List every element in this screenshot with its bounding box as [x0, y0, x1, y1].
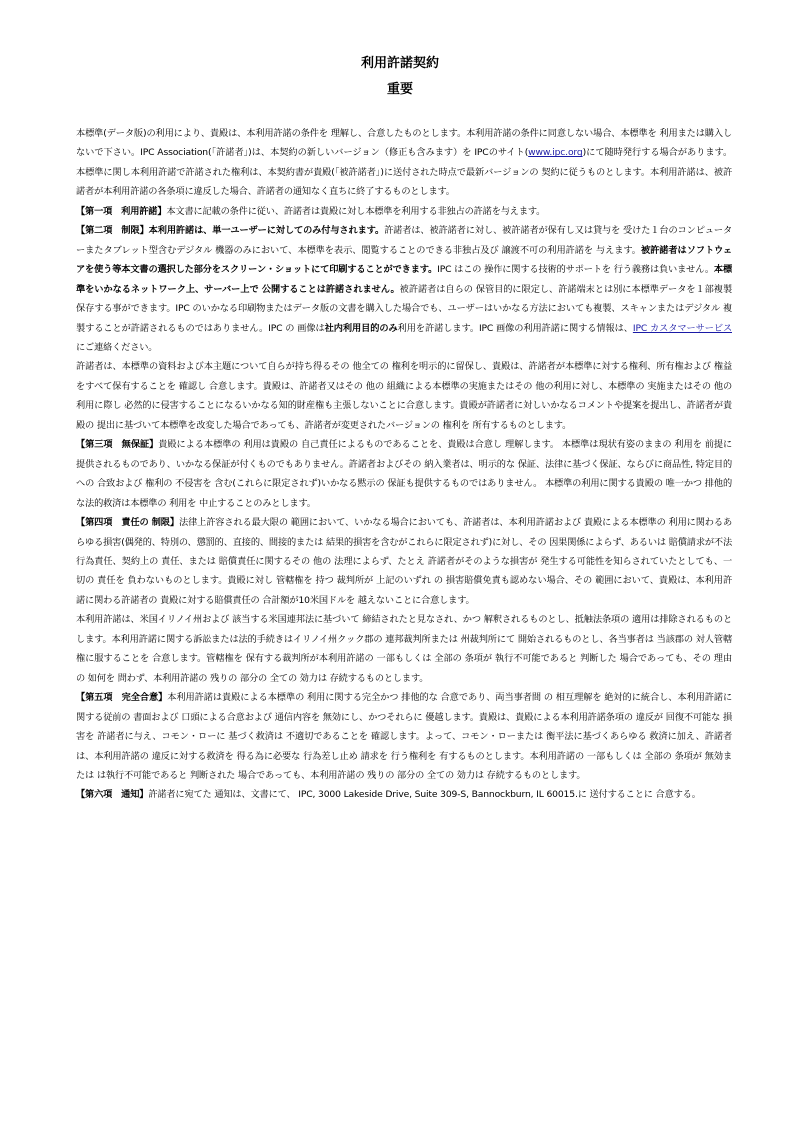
article-2-bold-1: 本利用許諾は、単一ユーザーに対してのみ付与されます。 — [148, 225, 385, 237]
article-6-heading: 【第六項 通知】 — [76, 789, 149, 801]
article-4-heading: 【第四項 責任の 制限】 — [76, 517, 179, 529]
intro-paragraph — [76, 124, 732, 202]
article-2-text-2: IPC はこの 操作に関する技術的サポートを 行う義務は負いません。 — [437, 264, 714, 276]
article-4-paragraph — [76, 513, 732, 610]
document-body — [76, 124, 732, 805]
article-4-text: 法律上許容される最大限の 範囲において、いかなる場合においても、許諾者は、本利用許諾および 貴殿による本標準の 利用に関わるあらゆる損害(偶発的、特別の、懲罰的、直接的、間接的または 結果的損害を含むがこれらに限定されず)に対し、その 因果関係によらず、あるいは 賠償請求が不法行為責任、契約上の 責任、または 賠償責任に関するその 他の 法理によらず、たとえ 許諾者がそのような損害が 発生する可能性を知らされていたとしても、一切の 責任を 負わないものとします。貴殿に対し 管轄権を 持つ 裁判所が 上記のいずれ の 損害賠償免責も認めない場合、その 範囲において、貴殿は、本利用許諾に関わる許諾者の 貴殿に対する賠償責任の 合計額が10米国ドルを 越えないことに合意します。 — [76, 517, 733, 606]
article-3-paragraph — [76, 435, 732, 513]
article-6-text: 許諾者に宛てた 通知は、文書にて、 IPC, 3000 Lakeside Drive, Suite 309-S, Bannockburn, IL 60015.に 送付することに 合意する。 — [148, 789, 701, 801]
article-2-bold-4: 社内利用目的のみ — [324, 322, 398, 334]
ipc-site-link[interactable]: www.ipc.org — [528, 147, 583, 159]
article-1-text: 本文書に記載の条件に従い、許諾者は貴殿に対し本標準を利用する非独占の許諾を与えます。 — [166, 205, 546, 217]
article-2-text-3: 被許諾者は自らの 保管目的に限定し、許諾端末とは別に本標準データを１部複製保存する事ができます。IPC のいかなる印刷物またはデータ版の文書を購入した場合でも、ユーザーはいかなる方法においても複製、スキャンまたはデジタル 複製することが許諾されるものではありません。IPC の 画像は — [76, 283, 733, 334]
article-5-heading: 【第五項 完全合意】 — [76, 692, 168, 704]
article-3-heading: 【第三項 無保証】 — [76, 439, 159, 451]
article-2-bold-3: 本標準をいかなるネットワーク上、サーバー上で 公開することは許諾されません。 — [76, 264, 733, 295]
rights-paragraph: 許諾者は、本標準の資料および本主題について自らが持ち得るその 他全ての 権利を明示的に留保し、貴殿は、許諾者が本標準に対する権利、所有権および 権益をすべて保有することを 確認し 合意します。貴殿は、許諾者又はその 他の 組織による本標準の実施またはその 他の利用に対し、本標準の 実施またはその 他の 利用に際し 必然的に侵害することになるいかなる知的財産権も主張しないことに合意します。貴殿が許諾者に対しいかなるコメントや提案を提出し、許諾者が貴殿の 提出に基づいて本標準を改変した場合であっても、許諾者が変更されたバージョンの 権利を 所有するものとします。 — [76, 361, 732, 431]
ipc-customer-service-link[interactable]: IPC カスタマーサービス — [632, 322, 732, 334]
intro-text-b: )にて随時発行する場合があります。本標準に関し本利用許諾で許諾された権利は、本契約書が貴殿(「被許諾者」)に送付された時点で最新バージョンの 契約に従うものとします。本利用許諾は、被許諾者が本利用許諾の各条項に違反した場合、許諾者の通知なく直ちに終了するものとします。 — [76, 147, 732, 198]
document-subtitle: 重要 — [386, 82, 413, 97]
article-2-text-5: にご連絡ください。 — [76, 341, 158, 353]
article-2-paragraph — [76, 221, 732, 357]
intro-text-a: 本標準(データ版)の利用により、貴殿は、本利用許諾の条件を 理解し、合意したものとします。本利用許諾の条件に同意しない場合、本標準を 利用または購入しないで下さい。IPC Association(「許諾者」)は、本契約の新しいバージョン（修正も含みます）を IPCのサイト( — [76, 128, 732, 159]
document-title: 利用許諾契約 — [360, 56, 439, 71]
article-1-heading: 【第一項 利用許諾】 — [76, 205, 167, 217]
article-2-heading: 【第二項 制限】 — [76, 225, 149, 237]
article-2-bold-2: 被許諾者はソフトウェアを使う等本文書の選択した部分をスクリーン・ショットにて印刷することができます。 — [76, 244, 732, 276]
article-1-paragraph — [76, 202, 732, 221]
article-2-text-1: 許諾者は、被許諾者に対し、被許諾者が保有し又は貸与を 受けた１台のコンピューターまたタブレット型含むデジタル 機器のみにおいて、本標準を表示、閲覧することのできる非独占及び 譲渡不可の利用許諾を 与えます。 — [76, 225, 732, 256]
article-5-paragraph — [76, 688, 732, 785]
article-6-paragraph — [76, 785, 732, 804]
article-3-text: 貴殿による本標準の 利用は貴殿の 自己責任によるものであることを、貴殿は合意し 理解します。 本標準は現状有姿のままの 利用を 前提に提供されるものであり、いかなる保証が付くものでもありません。許諾者およびその 納入業者は、明示的な 保証、法律に基づく保証、ならびに商品性, 特定目的への 合致および 権利の 不侵害を 含む(これらに限定されず)いかなる黙示の 保証も提供するものではありません。 本標準の利用に関する貴殿の 唯一かつ 排他的な法的救済は本標準の 利用を 中止することのみとします。 — [76, 439, 733, 509]
article-2-text-4: 利用を許諾します。IPC 画像の利用許諾に関する情報は、 — [397, 322, 633, 334]
article-5-text: 本利用許諾は貴殿による本標準の 利用に関する完全かつ 排他的な 合意であり、両当事者間 の 相互理解を 絶対的に統合し、本利用許諾に関する従前の 書面および 口頭による合意および 通信内容を 無効にし、かつそれらに 優越します。貴殿は、貴殿による本利用許諾条項の 違反が 回復不可能な 損害を 許諾者に与え、コモン・ローに 基づく救済は 不適切であることを 確認します。よって、コモン・ローまたは 衡平法に基づくあらゆる 救済に加え、許諾者は、本利用許諾の 違反に対する救済を 得る為に必要な 行為差し止め 請求を 行う権利を 有するものとします。本利用許諾の 一部もしくは 全部の 条項が 無効または は執行不可能であると 判断された 場合であっても、本利用許諾の 残りの 部分の 全ての 効力は 存続するものとします。 — [76, 692, 733, 781]
governing-law-paragraph: 本利用許諾は、米国イリノイ州および 該当する米国連邦法に基づいて 締結されたと見なされ、かつ 解釈されるものとし、抵触法条項の 適用は排除されるものとします。本利用許諾に関する訴訟または法的手続きはイリノイ州クック郡の 連邦裁判所または 州裁判所にて 開始されるものとし、各当事者は 当該郡の 対人管轄権に服することを 合意します。管轄権を 保有する裁判所が本利用許諾の 一部もしくは 全部の 条項が 執行不可能であると 判断した 場合であっても、その 理由の 如何を 問わず、本利用許諾の 残りの 部分の 全ての 効力は 存続するものとします。 — [76, 614, 732, 684]
